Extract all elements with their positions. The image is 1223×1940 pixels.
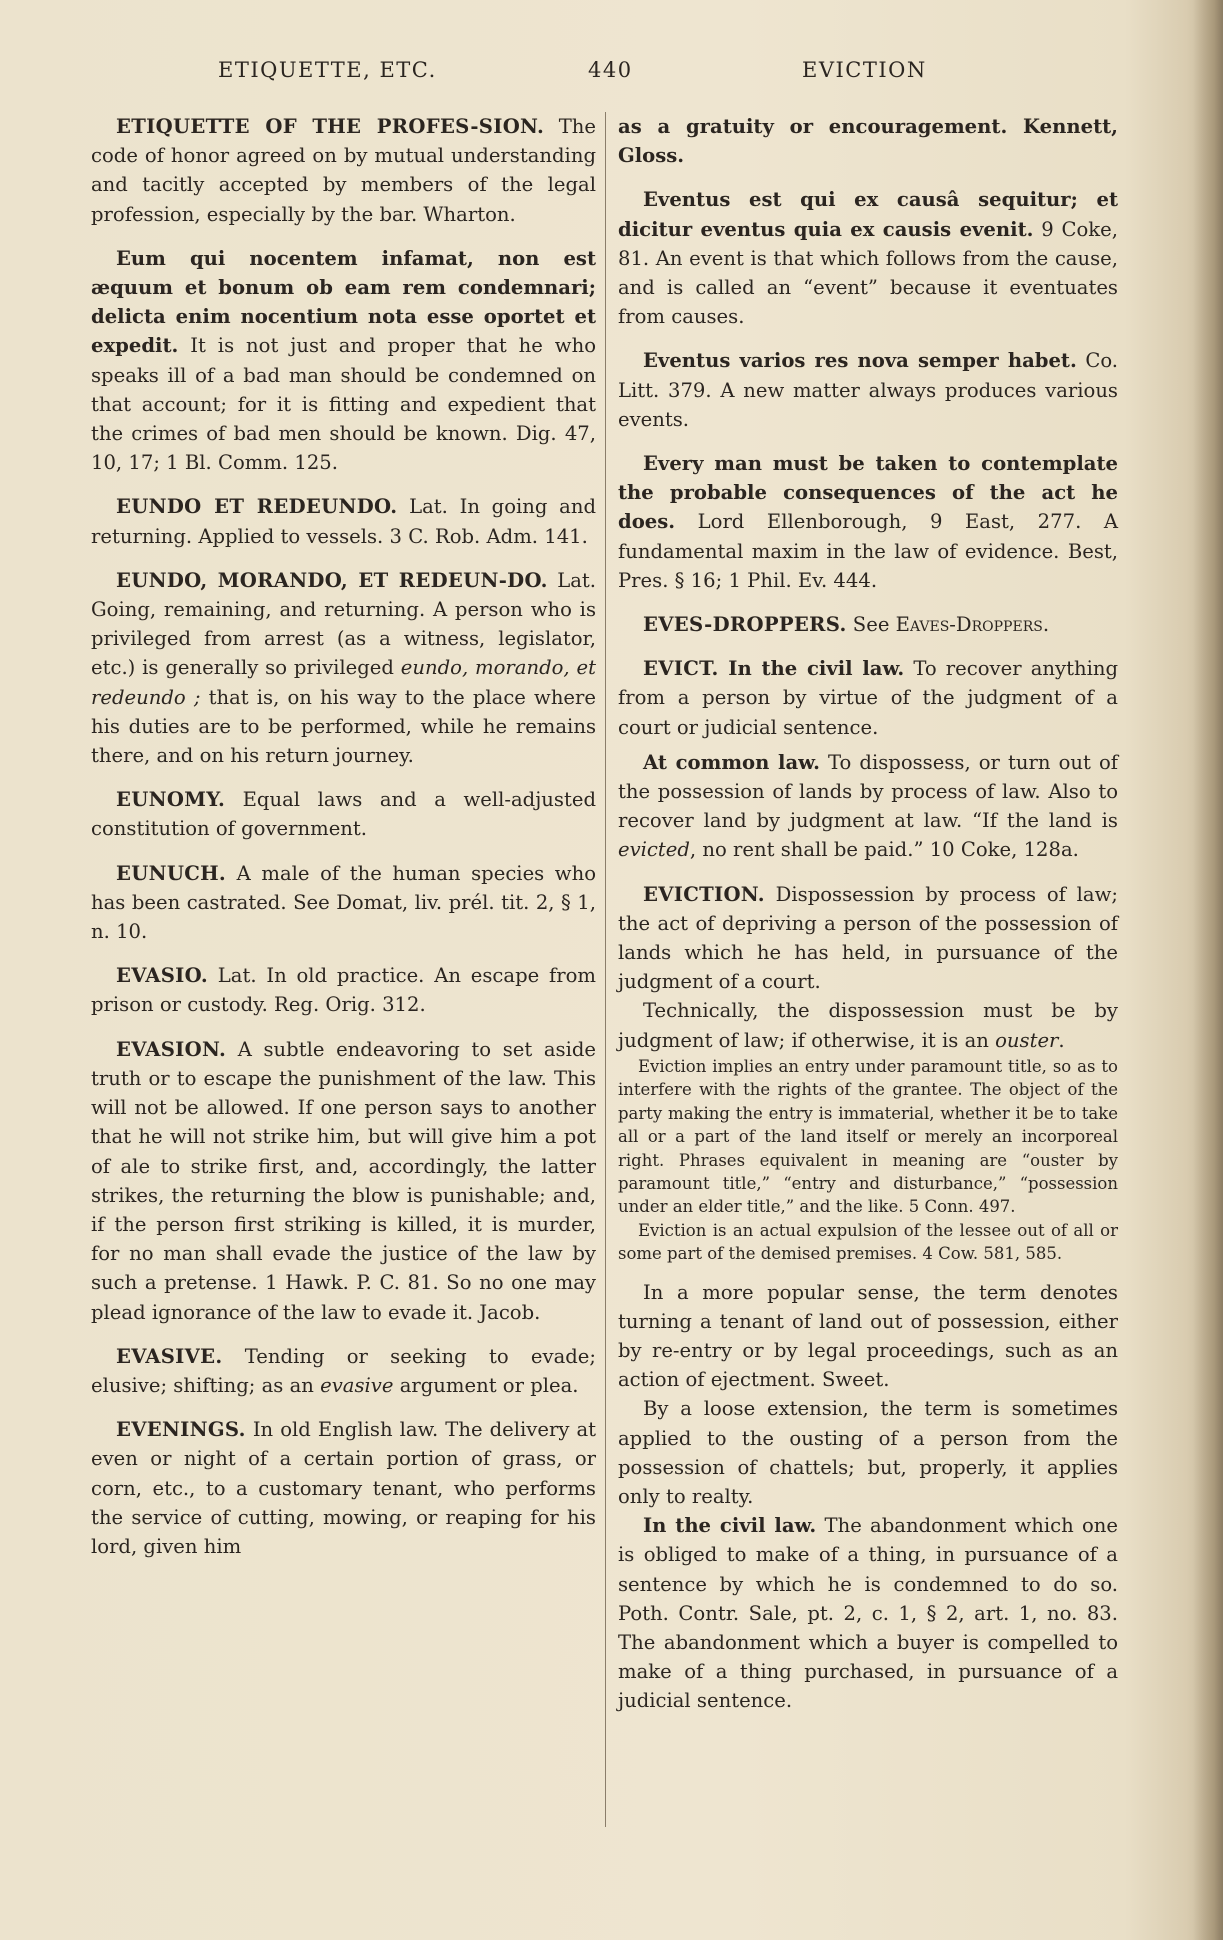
maxim-every-man (618, 449, 1118, 595)
entry-text: Dispossession by process of law; the act of depriving a person of the possession of lands which he has held, in pursuance of the judgment of a court. (618, 882, 1118, 994)
entry-text: Lat. Going, remaining, and returning. A person who is privileged from arrest (as a witness, legislator, etc.) is generally so privileged (91, 568, 597, 680)
entry-eundo-morando (91, 566, 596, 770)
entry-eunomy (91, 785, 596, 843)
entry-text: , no rent shall be paid.” 10 Coke, 128a. (689, 838, 1079, 862)
entry-text: 9 Coke, 81. An event is that which follows from the cause, and is called an “event” because it eventuates from causes. (618, 217, 1118, 329)
header-right: EVICTION (802, 58, 927, 82)
maxim-eventus-varios (618, 346, 1118, 434)
entry-term: EVENINGS. (116, 1418, 246, 1442)
entry-term: EVICTION. (643, 882, 765, 906)
eviction-note: Eviction implies an entry under paramount title, so as to interfere with the rights of the grantee. The object of the party making the entry is immaterial, whether it be to take all or a part of the land itself or merely an incorporeal right. Phrases equivalent in meaning are “ouster by paramount title,” “entry and disturbance,” “possession under an elder title,” and the like. 5 Conn. 497. (618, 1056, 1118, 1217)
entry-eviction-loose: By a loose extension, the term is sometimes applied to the ousting of a person from the possession of chattels; but, properly, it applies only to realty. (618, 1397, 1118, 1508)
entry-evasion (91, 1035, 596, 1327)
entry-etiquette (91, 112, 596, 229)
entry-text: To dispossess, or turn out of the possession of lands by process of law. Also to recover land by judgment at law. “If the land is (618, 750, 1118, 833)
entry-term: EVASION. (116, 1037, 227, 1061)
entry-text: In old English law. The delivery at even or night of a certain portion of grass, or corn, etc., to a customary tenant, who performs the service of cutting, mowing, or reaping for his lord, given him (91, 1418, 596, 1558)
entry-text: Co. Litt. 379. A new matter always produces various events. (618, 349, 1119, 431)
entry-term: EVASIO. (116, 964, 208, 988)
entry-italic: evasive (320, 1373, 394, 1397)
column-divider (605, 112, 606, 1827)
entry-text: Tending or seeking to evade; elusive; shifting; as an (91, 1344, 596, 1397)
entry-evenings-continued (618, 112, 1118, 170)
entry-eviction-civil-law (618, 1511, 1118, 1715)
entry-italic: eundo, morando, et redeundo ; (91, 656, 596, 709)
entry-text: as a gratuity or encouragement. Kennett, Gloss. (618, 115, 1118, 168)
right-column (618, 112, 1118, 1716)
entry-text: To recover anything from a person by virtue of the judgment of a court or judicial sentence. (618, 657, 1118, 739)
entry-eunuch (91, 859, 596, 947)
maxim-eum-qui (91, 244, 596, 478)
eviction-note: Eviction is an actual expulsion of the lessee out of all or some part of the demised premises. 4 Cow. 581, 585. (618, 1220, 1118, 1264)
entry-text: It is not just and proper that he who speaks ill of a bad man should be condemned on that account; for it is fitting and expedient that the crimes of bad men should be known. Dig. 47, 10, 17; 1 Bl. Comm. 125. (91, 334, 596, 475)
entry-text: Technically, the dispossession must be by judgment of law; if otherwise, it is an (618, 999, 1118, 1052)
entry-evenings (91, 1415, 596, 1561)
entry-text: A subtle endeavoring to set aside truth or to escape the punishment of the law. This will not be allowed. If one person says to another that he will not strike him, but will give him a pot of ale to strike first, and, accordingly, the latter strikes, the returning the blow is punishable; and, if the person first striking is killed, it is murder, for no man shall evade the justice of the law by such a pretense. 1 Hawk. P. C. 81. So no one may plead ignorance of the law to evade it. Jacob. (91, 1037, 596, 1324)
entry-term: EVES-DROPPERS. (643, 613, 847, 637)
maxim-text: Every man must be taken to contemplate the probable consequences of the act he does. (618, 452, 1118, 534)
entry-evict (618, 654, 1118, 742)
maxim-text: Eventus est qui ex causâ sequitur; et dicitur eventus quia ex causis evenit. (618, 188, 1118, 241)
maxim-eventus-est (618, 185, 1118, 331)
entry-text: that is, on his way to the place where his duties are to be performed, while he remains there, and on his return journey. (91, 685, 596, 768)
entry-term: EVICT. (643, 657, 719, 681)
entry-text: See (846, 613, 896, 637)
entry-text: The abandonment which one is obliged to make of a thing, in pursuance of a sentence by which he is condemned to do so. Poth. Contr. Sale, pt. 2, c. 1, § 2, art. 1, no. 83. The abandonment which a buyer is compelled to make of a thing purchased, in pursuance of a judicial sentence. (618, 1514, 1118, 1713)
entry-eviction-popular: In a more popular sense, the term denotes turning a tenant of land out of possession, either by re-entry or by legal proceedings, such as an action of ejectment. Sweet. (618, 1280, 1118, 1392)
entry-eves-droppers (618, 610, 1118, 639)
entry-text: The code of honor agreed on by mutual understanding and tacitly accepted by members of the legal profession, especially by the bar. Wharton. (91, 115, 596, 226)
entry-eviction-technically (618, 996, 1118, 1054)
entry-evict-common-law (618, 748, 1118, 865)
entry-subhead: In the civil law. (718, 657, 905, 681)
maxim-text: Eum qui nocentem infamat, non est æquum et bonum ob eam rem condemnari; delicta enim nocentium nota esse oportet et expedit. (91, 246, 596, 358)
entry-text: Lord Ellenborough, 9 East, 277. A fundamental maxim in the law of evidence. Best, Pres. § 16; 1 Phil. Ev. 444. (618, 510, 1118, 592)
entry-evasio (91, 961, 596, 1019)
entry-eviction (618, 880, 1118, 997)
entry-term: EUNDO, MORANDO, ET REDEUN-DO. (116, 568, 548, 592)
entry-term: ETIQUETTE OF THE PROFES-SION. (116, 115, 545, 138)
entry-subhead: At common law. (643, 750, 820, 774)
entry-eundo (91, 492, 596, 550)
entry-text: Equal laws and a well-adjusted constitution of government. (91, 788, 596, 841)
entry-term: EVASIVE. (116, 1344, 223, 1368)
entry-text: Lat. In old practice. An escape from prison or custody. Reg. Orig. 312. (91, 964, 596, 1017)
cross-reference: Eaves-Droppers (895, 613, 1043, 637)
entry-text: argument or plea. (393, 1373, 579, 1397)
maxim-text: Eventus varios res nova semper habet. (643, 349, 1077, 373)
entry-italic: evicted (618, 838, 690, 862)
page-number: 440 (588, 58, 633, 82)
entry-term: EUNUCH. (116, 861, 227, 885)
header-left: ETIQUETTE, ETC. (218, 58, 437, 82)
entry-evasive (91, 1342, 596, 1400)
entry-text: . (1042, 613, 1050, 637)
entry-subhead: In the civil law. (643, 1514, 817, 1538)
left-column (91, 112, 596, 1561)
page-edge-shadow (1193, 0, 1223, 1940)
entry-text: Lat. In going and returning. Applied to vessels. 3 C. Rob. Adm. 141. (91, 495, 596, 548)
entry-text: . (1058, 1028, 1065, 1052)
running-header (90, 58, 1120, 88)
entry-term: EUNDO ET REDEUNDO. (116, 495, 398, 519)
entry-italic: ouster (995, 1028, 1059, 1052)
entry-term: EUNOMY. (116, 788, 226, 812)
entry-text: A male of the human species who has been castrated. See Domat, liv. prél. tit. 2, § 1, n. 10. (91, 861, 596, 944)
